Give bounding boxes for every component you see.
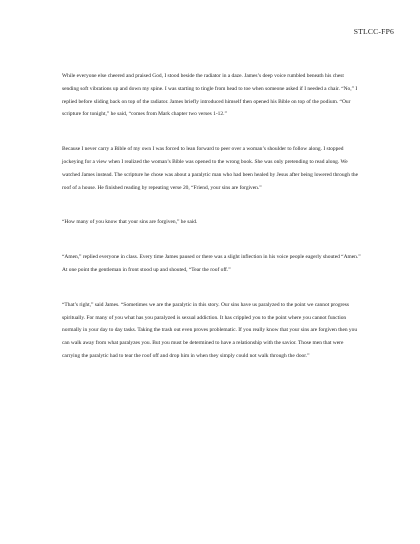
running-head: STLCC-FP6: [353, 27, 394, 36]
document-body: [62, 70, 362, 363]
paragraph-4: “Amen,” replied everyone in class. Every time James paused or there was a slight inflection in his voice people eagerly shouted “Amen.” At one point the gentleman in front stood up and shouted, “Tear the roof off.”: [62, 254, 361, 273]
paragraph-5: “That’s right,” said James. “Sometimes we are the paralytic in this story. Our sins have us paralyzed to the point we cannot progress spiritually. For many of you what has you paralyzed is sexual addiction. It has crippled you to the point where you cannot function normally in your day to day tasks. Taking the trash out even proves problematic. If you really know that your sins are forgiven then you can walk away from what paralyzes you. But you must be determined to have a relationship with the savior. Those men that were carrying the paralytic had to tear the roof off and drop him in when they simply could not walk through the door.”: [62, 301, 358, 359]
paragraph-1: While everyone else cheered and praised God, I stood beside the radiator in a daze. James’s deep voice rumbled beneath his chest sending soft vibrations up and down my spine. I was starting to tingle from head to toe when someone asked if I needed a chair. “No,” I replied before sliding back on top of the radiator. James briefly introduced himself then opened his Bible on top of the podium. “Our scripture for tonight,” he said, “comes from Mark chapter two verses 1-12.”: [62, 73, 358, 118]
paragraph-3: “How many of you know that your sins are forgiven,” he said.: [62, 219, 198, 226]
paragraph-2: Because I never carry a Bible of my own I was forced to lean forward to peer over a woman’s shoulder to follow along. I stopped jockeying for a view when I realized the woman’s Bible was opened to the wrong book. She was only pretending to read along. We watched James instead. The scripture he chose was about a paralytic man who had been healed by Jesus after being lowered through the roof of a house. He finished reading by repeating verse 20, “Friend, your sins are forgiven.”: [62, 146, 358, 191]
